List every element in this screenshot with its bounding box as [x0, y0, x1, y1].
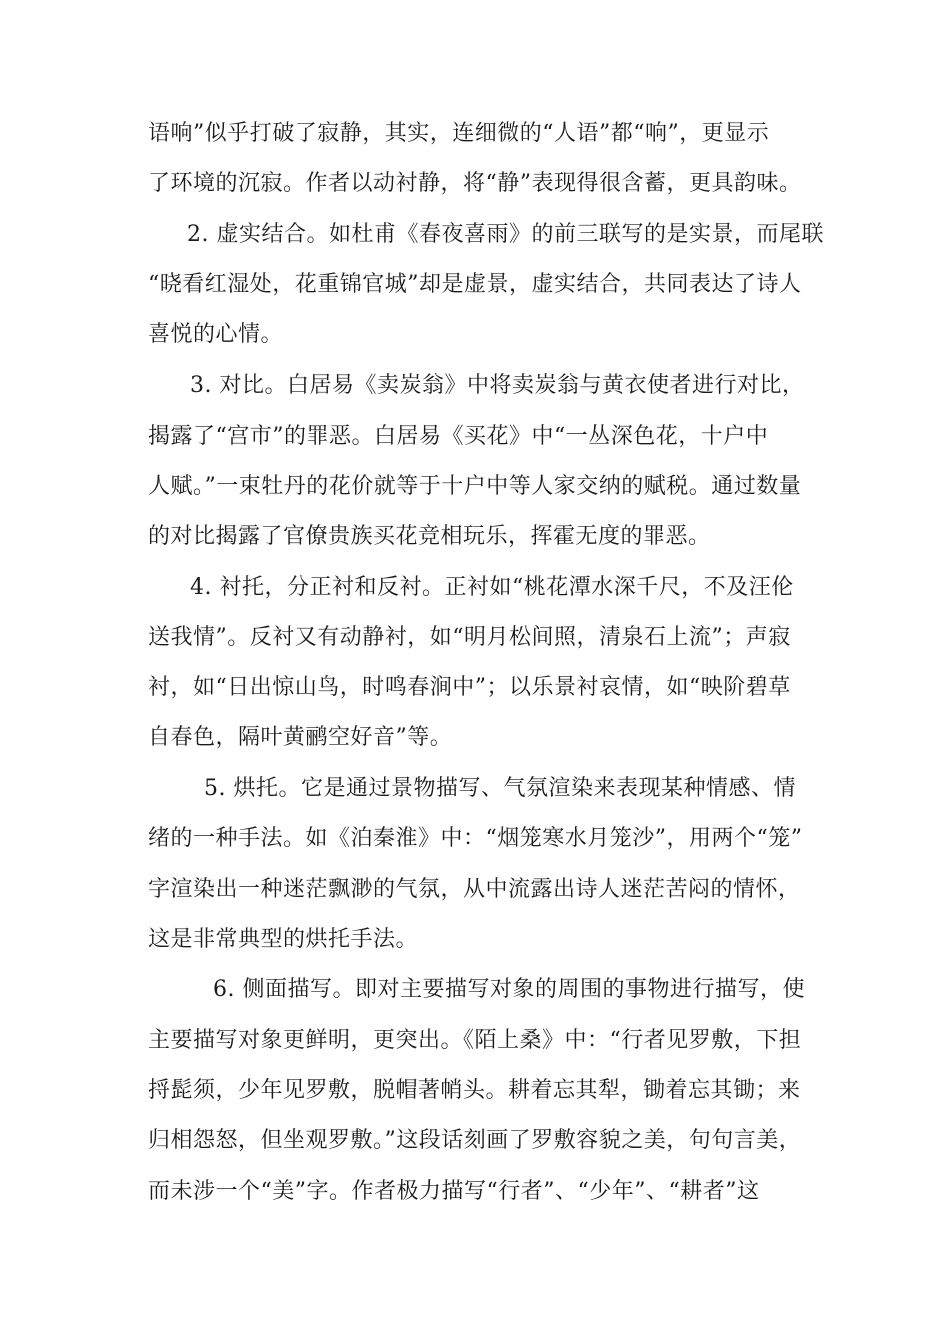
text-line: 的对比揭露了官僚贵族买花竞相玩乐，挥霍无度的罪恶。	[148, 524, 711, 549]
text-line: 4. 衬托，分正衬和反衬。正衬如“桃花潭水深千尺，不及汪伦	[190, 575, 794, 600]
text-line: 5. 烘托。它是通过景物描写、气氛渲染来表现某种情感、情	[204, 776, 796, 801]
text-line: 主要描写对象更鲜明，更突出。《陌上桑》中：“行者见罗敷，下担	[148, 1028, 802, 1053]
text-line: 喜悦的心情。	[148, 322, 284, 347]
text-line: 2. 虚实结合。如杜甫《春夜喜雨》的前三联写的是实景，而尾联	[187, 222, 824, 247]
text-line: 3. 对比。白居易《卖炭翁》中将卖炭翁与黄衣使者进行对比，	[190, 373, 805, 398]
text-line: 语响”似乎打破了寂静，其实，连细微的“人语”都“响”，更显示	[148, 121, 770, 146]
text-line: 人赋。”一束牡丹的花价就等于十户中等人家交纳的赋税。通过数量	[148, 474, 802, 499]
text-line: 字渲染出一种迷茫飘渺的气氛，从中流露出诗人迷茫苦闷的情怀，	[148, 877, 801, 902]
text-line: 揭露了“宫市”的罪恶。白居易《买花》中“一丛深色花，十户中	[148, 424, 769, 449]
text-line: 衬，如“日出惊山鸟，时鸣春涧中”；以乐景衬哀情，如“映阶碧草	[148, 675, 791, 700]
text-line: 绪的一种手法。如《泊秦淮》中：“烟笼寒水月笼沙”，用两个“笼”	[148, 826, 803, 851]
text-line: 归相怨怒，但坐观罗敷。”这段话刻画了罗敷容貌之美，句句言美，	[148, 1128, 802, 1153]
text-line: 了环境的沉寂。作者以动衬静，将“静”表现得很含蓄，更具韵味。	[148, 171, 802, 196]
text-line: 6. 侧面描写。即对主要描写对象的周围的事物进行描写，使	[213, 977, 805, 1002]
text-line: 自春色，隔叶黄鹂空好音”等。	[148, 725, 453, 750]
text-line: 送我情”。反衬又有动静衬，如“明月松间照，清泉石上流”；声寂	[148, 625, 791, 650]
text-line: “晓看红湿处，花重锦官城”却是虚景，虚实结合，共同表达了诗人	[148, 272, 802, 297]
text-line: 而未涉一个“美”字。作者极力描写“行者”、“少年”、“耕者”这	[148, 1179, 760, 1204]
text-line: 捋髭须，少年见罗敷，脱帽著帩头。耕着忘其犁，锄着忘其锄；来	[148, 1078, 801, 1103]
text-line: 这是非常典型的烘托手法。	[148, 927, 419, 952]
